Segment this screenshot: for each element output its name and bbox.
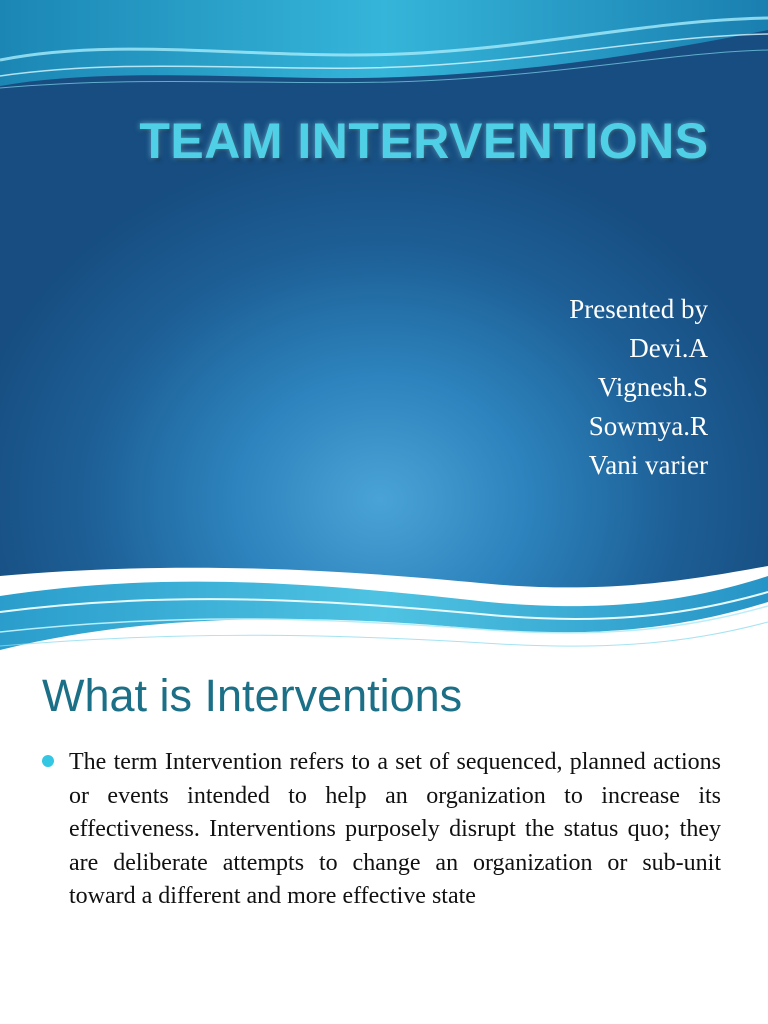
presenter-name: Vani varier xyxy=(588,450,708,480)
presented-by-label: Presented by xyxy=(569,294,708,324)
bullet-text: The term Intervention refers to a set of sequenced, planned actions or events intended to help an organization to increase its effectiveness. Interventions purposely disrupt the status quo; they are deliberate attempts to change an organization or sub-unit toward a different and more effective state xyxy=(69,749,721,909)
presenters-block xyxy=(569,290,708,485)
slide-title: TEAM INTERVENTIONS xyxy=(139,113,709,169)
bullet-item xyxy=(42,746,722,914)
presenter-name: Sowmya.R xyxy=(588,411,708,441)
presenter-name: Vignesh.S xyxy=(597,372,708,402)
slide-heading: What is Interventions xyxy=(42,670,463,721)
presenter-name: Devi.A xyxy=(629,333,708,363)
bullet-dot-icon xyxy=(42,755,54,767)
content-slide xyxy=(0,660,768,1024)
